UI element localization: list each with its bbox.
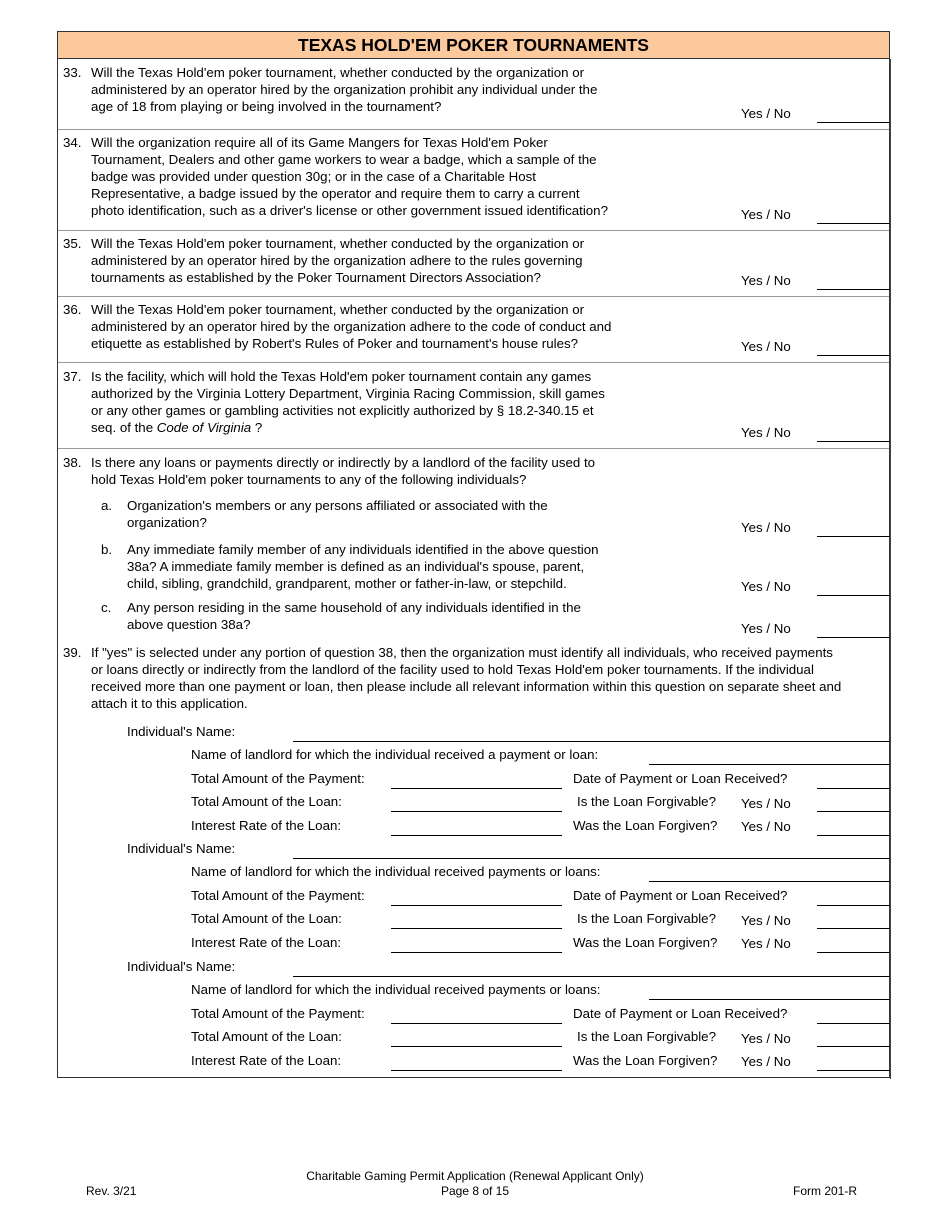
- q38c-line: above question 38a?: [127, 617, 251, 632]
- q37-line: or any other games or gambling activities not explicitly authorized by § 18.2-340.15 et: [91, 403, 594, 418]
- loan-amount-label: Total Amount of the Loan:: [191, 1029, 342, 1044]
- q33-yes-no: Yes / No: [741, 106, 791, 121]
- q36-line: administered by an operator hired by the organization adhere to the code of conduct and: [91, 319, 612, 334]
- right-border: [890, 59, 891, 1079]
- q33-answer-field[interactable]: [817, 122, 890, 123]
- q38-number: 38.: [63, 455, 82, 470]
- q34-line: Will the organization require all of its Game Mangers for Texas Hold'em Poker: [91, 135, 548, 150]
- q35-number: 35.: [63, 236, 82, 251]
- q38a-line: organization?: [127, 515, 207, 530]
- payment-amount-label: Total Amount of the Payment:: [191, 888, 365, 903]
- loan-forgiven-label: Was the Loan Forgiven?: [573, 1053, 718, 1068]
- loan-forgivable-label: Is the Loan Forgivable?: [577, 911, 716, 926]
- q38-line: hold Texas Hold'em poker tournaments to any of the following individuals?: [91, 472, 527, 487]
- divider: [58, 362, 889, 363]
- q36-line: Will the Texas Hold'em poker tournament, whether conducted by the organization or: [91, 302, 585, 317]
- q38a-text: [127, 497, 548, 531]
- payment-amount-field[interactable]: [391, 1023, 562, 1024]
- interest-rate-label: Interest Rate of the Loan:: [191, 818, 342, 833]
- individual-name-label: Individual's Name:: [127, 724, 236, 739]
- q38b-line: 38a? A immediate family member is defined as an individual's spouse, parent,: [127, 559, 585, 574]
- q35-line: Will the Texas Hold'em poker tournament, whether conducted by the organization or: [91, 236, 585, 251]
- payment-date-field[interactable]: [817, 788, 890, 789]
- footer-page-number: Page 8 of 15: [440, 1184, 510, 1198]
- payment-amount-field[interactable]: [391, 905, 562, 906]
- q38-text: [91, 454, 651, 488]
- loan-amount-field[interactable]: [391, 811, 562, 812]
- loan-forgiven-label: Was the Loan Forgiven?: [573, 818, 718, 833]
- q39-number: 39.: [63, 645, 82, 660]
- q38b-text: [127, 541, 599, 592]
- q38b-label: b.: [101, 542, 113, 557]
- q38c-answer-field[interactable]: [817, 637, 890, 638]
- payment-date-label: Date of Payment or Loan Received?: [573, 888, 788, 903]
- payment-date-field[interactable]: [817, 1023, 890, 1024]
- individual-name-field[interactable]: [293, 858, 890, 859]
- loan-forgivable-field[interactable]: [817, 811, 890, 812]
- q33-line: administered by an operator hired by the organization prohibit any individual under the: [91, 82, 598, 97]
- q37-answer-field[interactable]: [817, 441, 890, 442]
- q36-yes-no: Yes / No: [741, 339, 791, 354]
- loan-forgivable-label: Is the Loan Forgivable?: [577, 794, 716, 809]
- q35-line: tournaments as established by the Poker Tournament Directors Association?: [91, 270, 541, 285]
- payment-date-label: Date of Payment or Loan Received?: [573, 771, 788, 786]
- payment-amount-label: Total Amount of the Payment:: [191, 1006, 365, 1021]
- q34-line: badge was provided under question 30g; or in the case of a Charitable Host: [91, 169, 536, 184]
- q35-answer-field[interactable]: [817, 289, 890, 290]
- loan-forgivable-label: Is the Loan Forgivable?: [577, 1029, 716, 1044]
- landlord-name-field[interactable]: [649, 999, 890, 1000]
- landlord-name-label: Name of landlord for which the individual received payments or loans:: [191, 982, 601, 997]
- q37-yes-no: Yes / No: [741, 425, 791, 440]
- q36-line: etiquette as established by Robert's Rules of Poker and tournament's house rules?: [91, 336, 579, 351]
- divider: [58, 129, 889, 130]
- q38c-text: [127, 599, 581, 633]
- q38b-line: child, sibling, grandchild, grandparent, mother or father-in-law, or stepchild.: [127, 576, 567, 591]
- footer-form-title: Charitable Gaming Permit Application (Renewal Applicant Only): [306, 1169, 644, 1183]
- loan-forgiven-label: Was the Loan Forgiven?: [573, 935, 718, 950]
- q37-line-last: [91, 419, 651, 436]
- q37-text: [91, 368, 651, 436]
- individual-name-label: Individual's Name:: [127, 959, 236, 974]
- landlord-name-label: Name of landlord for which the individual received payments or loans:: [191, 864, 601, 879]
- q34-line: Tournament, Dealers and other game workers to wear a badge, which a sample of the: [91, 152, 597, 167]
- q34-text: [91, 134, 651, 219]
- q36-number: 36.: [63, 302, 82, 317]
- q39-text: [91, 644, 891, 712]
- loan-amount-field[interactable]: [391, 928, 562, 929]
- interest-rate-field[interactable]: [391, 835, 562, 836]
- landlord-name-field[interactable]: [649, 881, 890, 882]
- loan-forgiven-yes-no: Yes / No: [741, 936, 791, 951]
- interest-rate-label: Interest Rate of the Loan:: [191, 935, 342, 950]
- payment-date-field[interactable]: [817, 905, 890, 906]
- q39-line: If "yes" is selected under any portion of question 38, then the organization must identify all individuals, who received payments: [91, 645, 833, 660]
- q38b-yes-no: Yes / No: [741, 579, 791, 594]
- footer-form-number: Form 201-R: [793, 1184, 858, 1198]
- q39-line: or loans directly or indirectly from the landlord of the facility used to hold Texas Hold'em poker tournaments. If the individual: [91, 662, 814, 677]
- individual-name-label: Individual's Name:: [127, 841, 236, 856]
- loan-forgivable-field[interactable]: [817, 1046, 890, 1047]
- q37-line: Is the facility, which will hold the Texas Hold'em poker tournament contain any games: [91, 369, 592, 384]
- loan-forgivable-yes-no: Yes / No: [741, 913, 791, 928]
- q37-prefix: seq. of the: [91, 420, 157, 435]
- q33-number: 33.: [63, 65, 82, 80]
- q38a-yes-no: Yes / No: [741, 520, 791, 535]
- q34-line: photo identification, such as a driver's license or other government issued identification?: [91, 203, 608, 218]
- landlord-name-field[interactable]: [649, 764, 890, 765]
- payment-amount-field[interactable]: [391, 788, 562, 789]
- loan-forgiven-yes-no: Yes / No: [741, 1054, 791, 1069]
- payment-date-label: Date of Payment or Loan Received?: [573, 1006, 788, 1021]
- q36-answer-field[interactable]: [817, 355, 890, 356]
- footer-revision: Rev. 3/21: [86, 1184, 137, 1198]
- q33-line: age of 18 from playing or being involved in the tournament?: [91, 99, 442, 114]
- q38a-label: a.: [101, 498, 113, 513]
- q37-number: 37.: [63, 369, 82, 384]
- q34-answer-field[interactable]: [817, 223, 890, 224]
- q38a-answer-field[interactable]: [817, 536, 890, 537]
- loan-forgiven-field[interactable]: [817, 835, 890, 836]
- q39-line: received more than one payment or loan, then please include all relevant information within this question on separate sheet and: [91, 679, 842, 694]
- loan-forgivable-yes-no: Yes / No: [741, 796, 791, 811]
- loan-forgiven-field[interactable]: [817, 952, 890, 953]
- payment-amount-label: Total Amount of the Payment:: [191, 771, 365, 786]
- loan-forgivable-field[interactable]: [817, 928, 890, 929]
- q35-yes-no: Yes / No: [741, 273, 791, 288]
- q38c-label: c.: [101, 600, 112, 615]
- q34-number: 34.: [63, 135, 82, 150]
- q36-text: [91, 301, 651, 352]
- q33-text: [91, 64, 651, 115]
- form-section-texas-holdem: [57, 31, 890, 1078]
- interest-rate-field[interactable]: [391, 1070, 562, 1071]
- divider: [58, 230, 889, 231]
- q39-line: attach it to this application.: [91, 696, 248, 711]
- q35-line: administered by an operator hired by the organization adhere to the rules governing: [91, 253, 583, 268]
- q37-suffix: ?: [251, 420, 263, 435]
- individual-name-field[interactable]: [293, 976, 890, 977]
- loan-forgiven-field[interactable]: [817, 1070, 890, 1071]
- q34-yes-no: Yes / No: [741, 207, 791, 222]
- q38a-line: Organization's members or any persons affiliated or associated with the: [127, 498, 548, 513]
- loan-amount-label: Total Amount of the Loan:: [191, 794, 342, 809]
- landlord-name-label: Name of landlord for which the individual received a payment or loan:: [191, 747, 599, 762]
- q38-line: Is there any loans or payments directly or indirectly by a landlord of the facility used to: [91, 455, 596, 470]
- q38c-line: Any person residing in the same household of any individuals identified in the: [127, 600, 581, 615]
- q37-line: authorized by the Virginia Lottery Department, Virginia Racing Commission, skill games: [91, 386, 605, 401]
- section-title: TEXAS HOLD'EM POKER TOURNAMENTS: [58, 32, 889, 59]
- loan-amount-field[interactable]: [391, 1046, 562, 1047]
- interest-rate-label: Interest Rate of the Loan:: [191, 1053, 342, 1068]
- loan-forgiven-yes-no: Yes / No: [741, 819, 791, 834]
- divider: [58, 448, 889, 449]
- q33-line: Will the Texas Hold'em poker tournament, whether conducted by the organization or: [91, 65, 585, 80]
- loan-forgivable-yes-no: Yes / No: [741, 1031, 791, 1046]
- loan-amount-label: Total Amount of the Loan:: [191, 911, 342, 926]
- q38c-yes-no: Yes / No: [741, 621, 791, 636]
- q35-text: [91, 235, 651, 286]
- q37-code-of-virginia: Code of Virginia: [156, 420, 252, 435]
- individual-name-field[interactable]: [293, 741, 890, 742]
- divider: [58, 296, 889, 297]
- q38b-answer-field[interactable]: [817, 595, 890, 596]
- interest-rate-field[interactable]: [391, 952, 562, 953]
- q34-line: Representative, a badge issued by the operator and require them to carry a current: [91, 186, 580, 201]
- q38b-line: Any immediate family member of any individuals identified in the above question: [127, 542, 599, 557]
